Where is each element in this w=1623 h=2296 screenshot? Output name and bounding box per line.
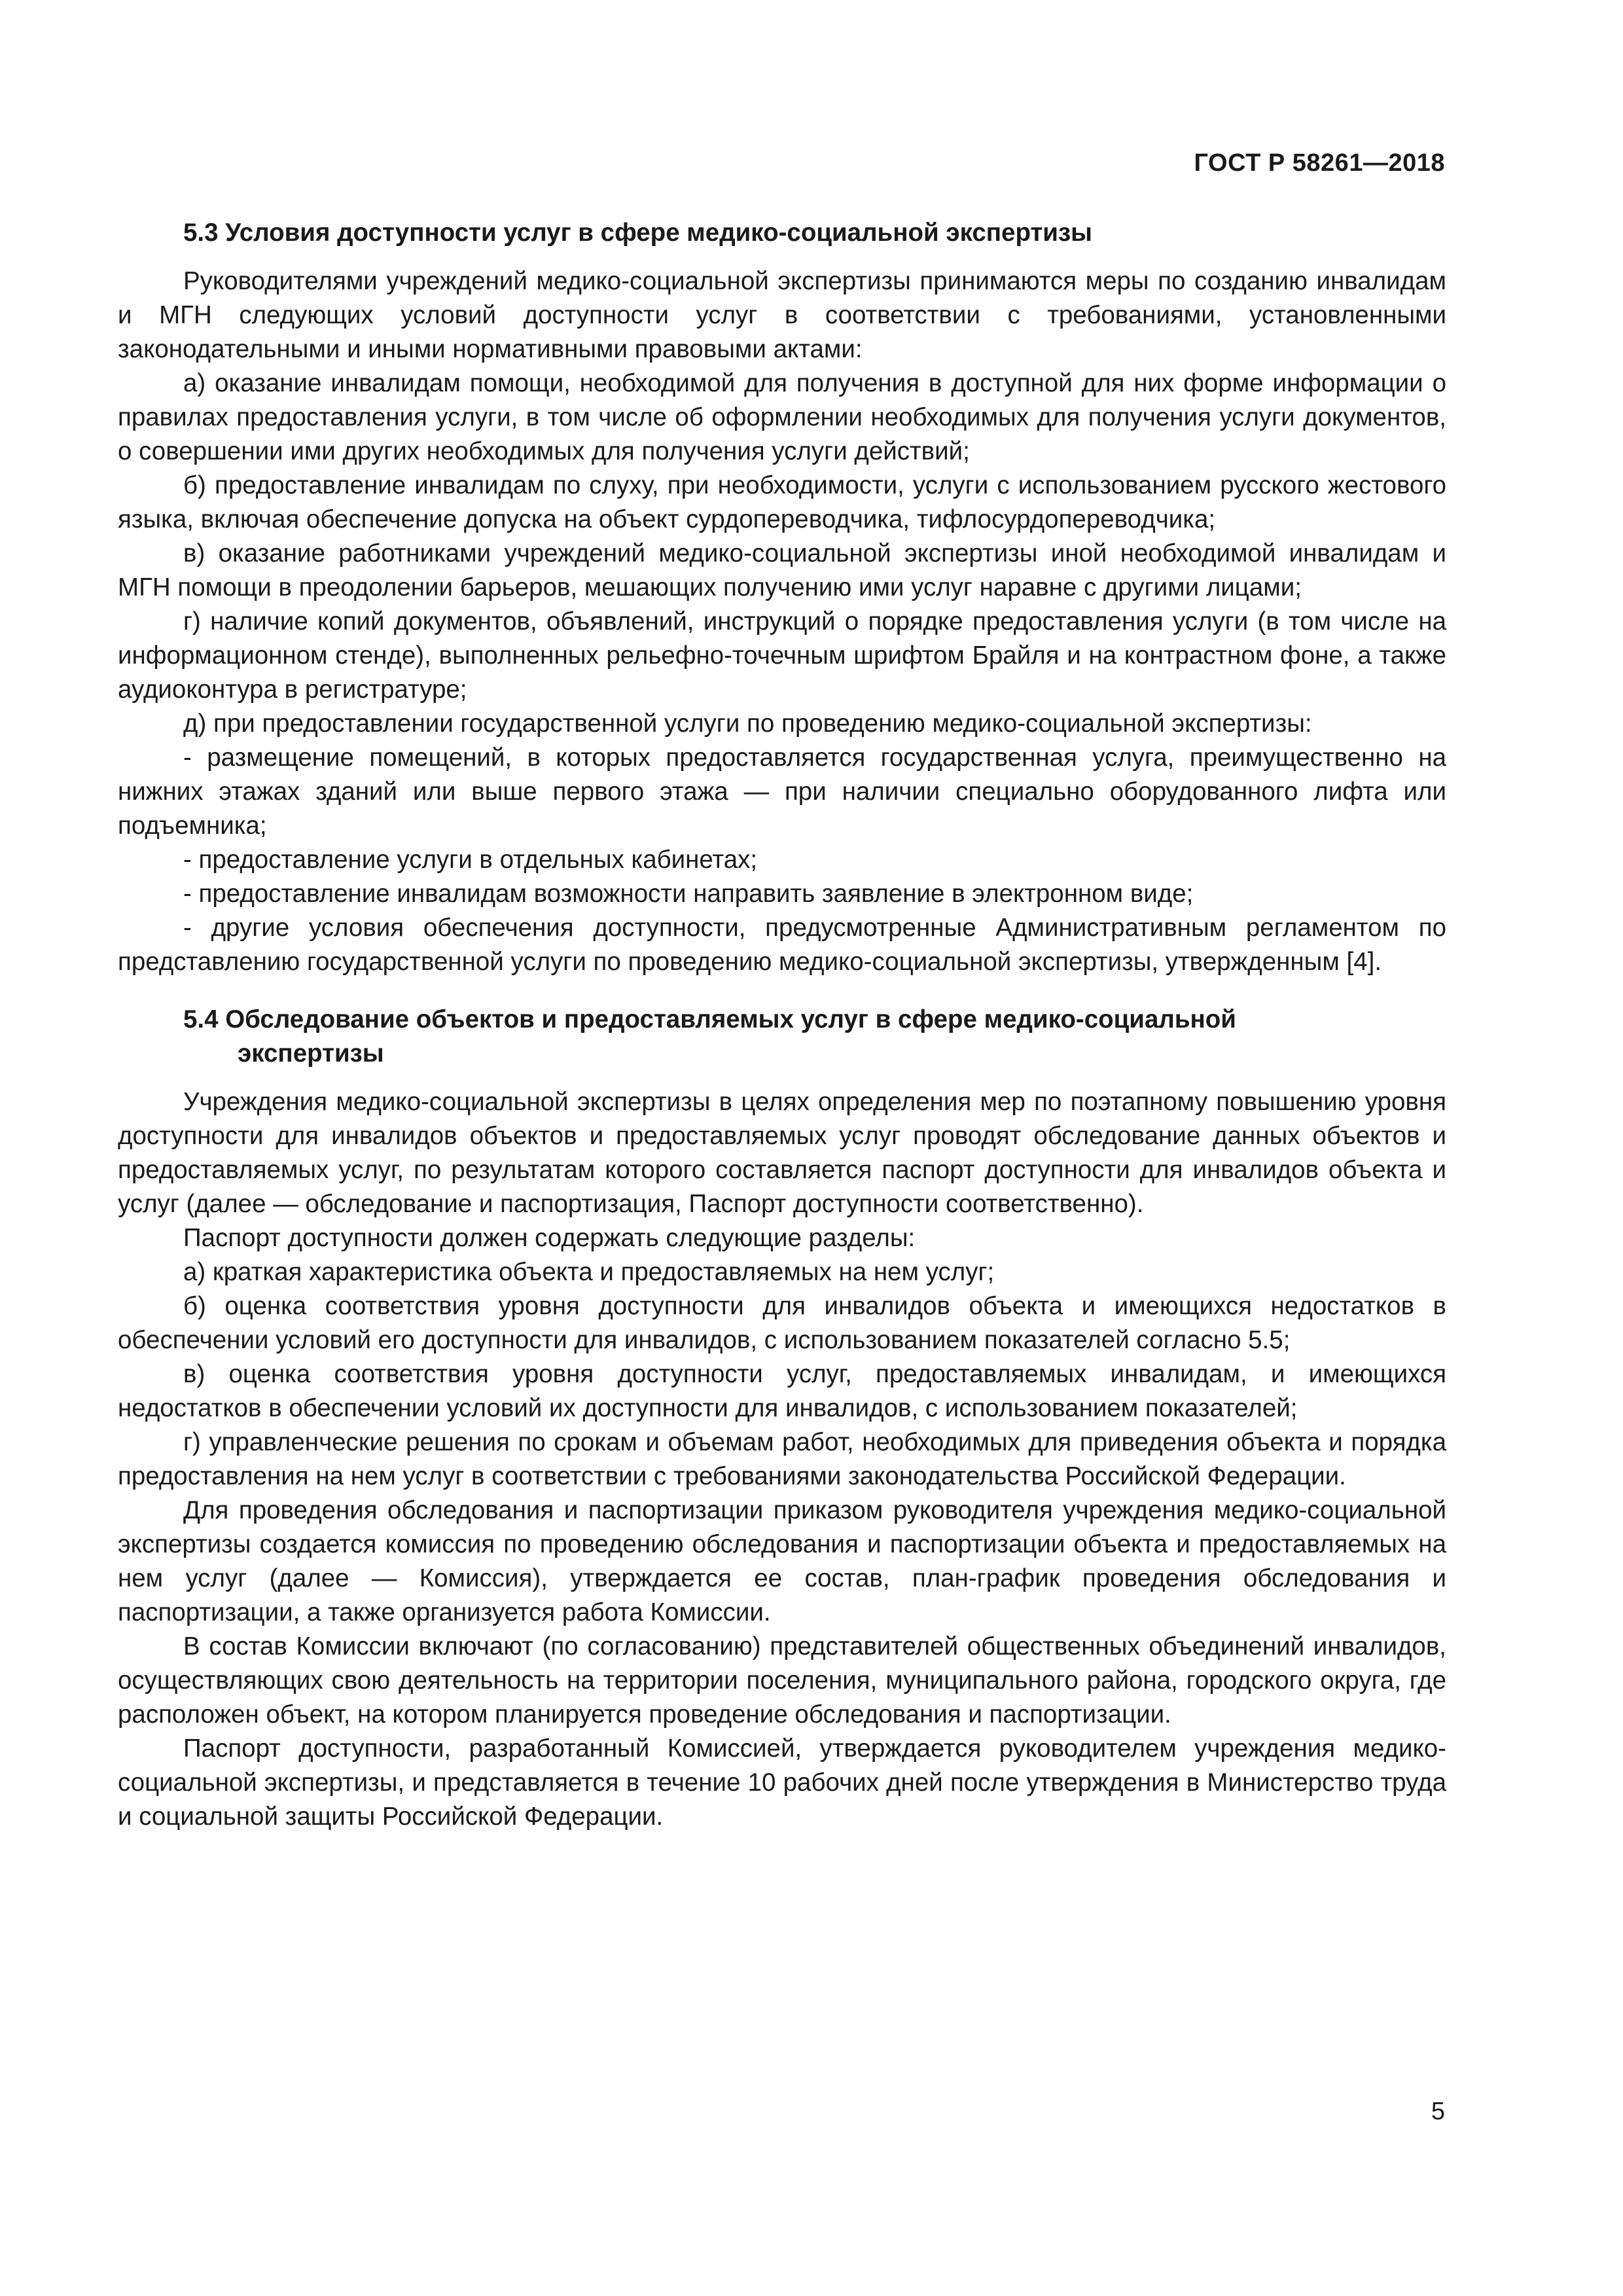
section-5-4-title-line2: экспертизы bbox=[238, 1039, 384, 1067]
page-number: 5 bbox=[1431, 2098, 1445, 2125]
section-5-4-title bbox=[183, 1003, 1446, 1071]
paragraph: а) оказание инвалидам помощи, необходимой для получения в доступной для них форме информации о правилах предоставления услуги, в том числе об оформлении необходимых для получения услуги документов, о совершении ими других необходимых для получения услуги действий; bbox=[118, 369, 1446, 465]
paragraph: в) оказание работниками учреждений медико-социальной экспертизы иной необходимой инвалидам и МГН помощи в преодолении барьеров, мешающих получению ими услуг наравне с другими лицами; bbox=[118, 539, 1446, 601]
paragraph: д) при предоставлении государственной услуги по проведению медико-социальной экспертизы: bbox=[183, 709, 1312, 738]
paragraph: в) оценка соответствия уровня доступности услуг, предоставляемых инвалидам, и имеющихся недостатков в обеспечении условий их доступности для инвалидов, с использованием показателей; bbox=[118, 1360, 1446, 1422]
paragraph: - размещение помещений, в которых предоставляется государственная услуга, преимущественно на нижних этажах зданий или выше первого этажа — при наличии специально оборудованного лифта или подъемника; bbox=[118, 744, 1446, 840]
paragraph: б) предоставление инвалидам по слуху, при необходимости, услуги с использованием русского жестового языка, включая обеспечение допуска на объект сурдопереводчика, тифлосурдопереводчика; bbox=[118, 471, 1446, 533]
paragraph: Учреждения медико-социальной экспертизы в целях определения мер по поэтапному повышению уровня доступности для инвалидов объектов и предоставляемых услуг проводят обследование данных объектов и предоставляемых услуг, по результатам которого составляется паспорт доступности для инвалидов объекта и услуг (далее — обследование и паспортизация, Паспорт доступности соответственно). bbox=[118, 1088, 1446, 1218]
paragraph: - предоставление услуги в отдельных кабинетах; bbox=[183, 846, 758, 874]
paragraph: б) оценка соответствия уровня доступности для инвалидов объекта и имеющихся недостатков в обеспечении условий его доступности для инвалидов, с использованием показателей согласно 5.5; bbox=[118, 1292, 1446, 1354]
paragraph: Паспорт доступности, разработанный Комиссией, утверждается руководителем учреждения медико-социальной экспертизы, и представляется в течение 10 рабочих дней после утверждения в Министерство труда и социальной защиты Российской Федерации. bbox=[118, 1734, 1446, 1831]
paragraph: - предоставление инвалидам возможности направить заявление в электронном виде; bbox=[183, 880, 1194, 908]
paragraph: В состав Комиссии включают (по согласованию) представителей общественных объединений инвалидов, осуществляющих свою деятельность на территории поселения, муниципального района, городского округа, где расположен объект, на котором планируется проведение обследования и паспортизации. bbox=[118, 1632, 1446, 1729]
paragraph: г) управленческие решения по срокам и объемам работ, необходимых для приведения объекта и порядка предоставления на нем услуг в соответствии с требованиями законодательства Российской Федерации. bbox=[118, 1428, 1446, 1490]
paragraph: а) краткая характеристика объекта и предоставляемых на нем услуг; bbox=[183, 1258, 995, 1286]
section-5-4-title-line1: 5.4 Обследование объектов и предоставляемых услуг в сфере медико-социальной bbox=[183, 1005, 1236, 1033]
paragraph: - другие условия обеспечения доступности, предусмотренные Административным регламентом по представлению государственной услуги по проведению медико-социальной экспертизы, утвержденным [4]. bbox=[118, 914, 1446, 976]
paragraph: Руководителями учреждений медико-социальной экспертизы принимаются меры по созданию инвалидам и МГН следующих условий доступности услуг в соответствии с требованиями, установленными законодательными и иными нормативными правовыми актами: bbox=[118, 267, 1446, 363]
page-content bbox=[118, 216, 1446, 1834]
document-number-header: ГОСТ Р 58261—2018 bbox=[1194, 149, 1445, 177]
section-5-3-title: 5.3 Условия доступности услуг в сфере медико-социальной экспертизы bbox=[183, 219, 1092, 247]
paragraph: Паспорт доступности должен содержать следующие разделы: bbox=[183, 1224, 916, 1252]
paragraph: Для проведения обследования и паспортизации приказом руководителя учреждения медико-социальной экспертизы создается комиссия по проведению обследования и паспортизации объекта и предоставляемых на нем услуг (далее — Комиссия), утверждается ее состав, план-график проведения обследования и паспортизации, а также организуется работа Комиссии. bbox=[118, 1496, 1446, 1626]
paragraph: г) наличие копий документов, объявлений, инструкций о порядке предоставления услуги (в том числе на информационном стенде), выполненных рельефно-точечным шрифтом Брайля и на контрастном фоне, а также аудиоконтура в регистратуре; bbox=[118, 607, 1446, 704]
